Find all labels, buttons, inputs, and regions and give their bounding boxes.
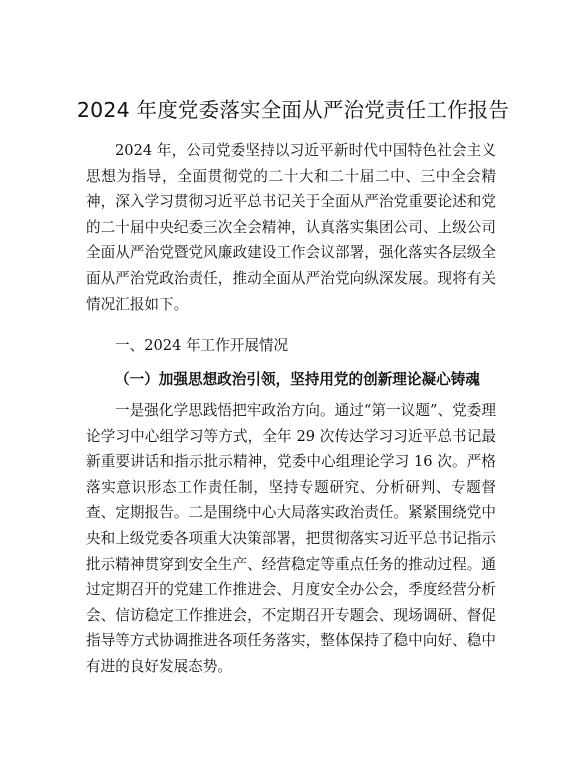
- subsection-heading: （一）加强思想政治引领，坚持用党的创新理论凝心铸魂: [115, 371, 480, 388]
- body-paragraph: 一是强化学思践悟把牢政治方向。通过“第一议题”、党委理论学习中心组学习等方式，全年 29 次传达学习习近平总书记最新重要讲话和指示批示精神，党委中心组理论学习 16 次。严格落实意识形态工作责任制，坚持专题研究、分析研判、专题督查、定期报告。二是围绕中心大局落实政治责任。紧紧围绕党中央和上级党委各项重大决策部署，把贯彻落实习近平总书记指示批示精神贯穿到安全生产、经营稳定等重点任务的推动过程。通过定期召开的党建工作推进会、月度安全办公会，季度经营分析会、信访稳定工作推进会，不定期召开专题会、现场调研、督促指导等方式协调推进各项任务落实，整体保持了稳中向好、稳中有进的良好发展态势。: [86, 402, 496, 675]
- document-title: 2024 年度党委落实全面从严治党责任工作报告: [76, 98, 510, 122]
- section-heading: 一、2024 年工作开展情况: [115, 337, 289, 354]
- intro-paragraph: 2024 年，公司党委坚持以习近平新时代中国特色社会主义思想为指导，全面贯彻党的二十大和二十届二中、三中全会精神，深入学习贯彻习近平总书记关于全面从严治党重要论述和党的二十届中央纪委三次全会精神，认真落实集团公司、上级公司全面从严治党暨党风廉政建设工作会议部署，强化落实各层级全面从严治党政治责任，推动全面从严治党向纵深发展。现将有关情况汇报如下。: [86, 142, 496, 313]
